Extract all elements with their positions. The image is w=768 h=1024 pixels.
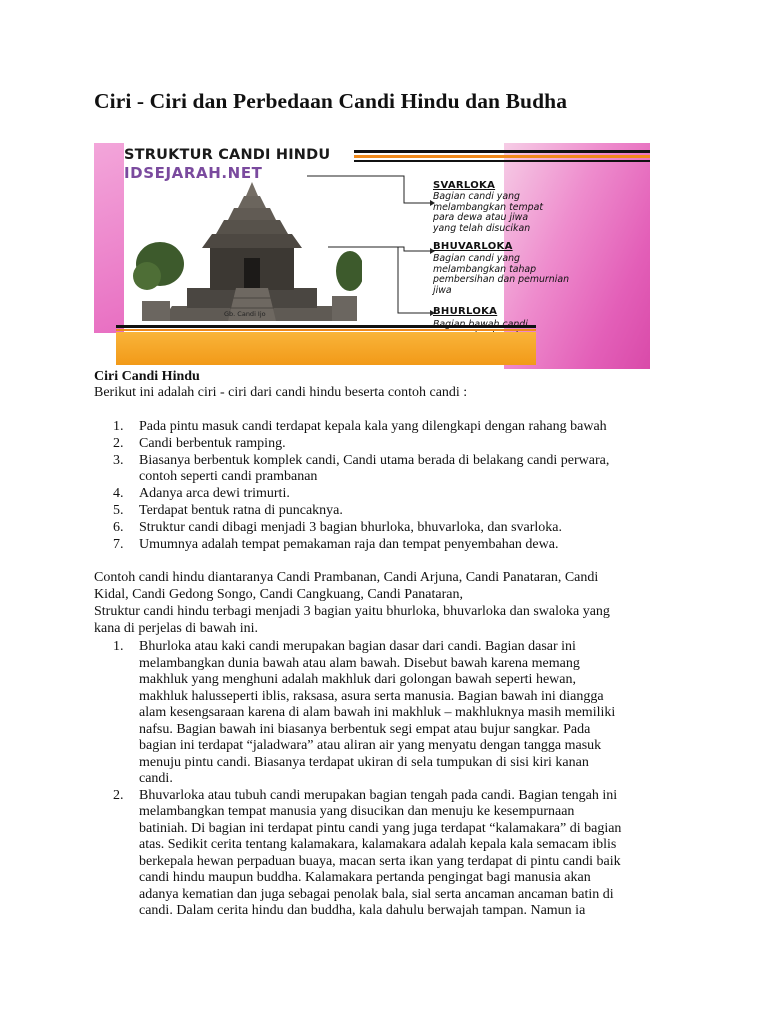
paragraph-line: kana di perjelas di bawah ini. [94, 621, 259, 636]
list-item: 7. Umumnya adalah tempat pemakaman raja dan tempat penyembahan dewa. [113, 536, 559, 552]
page-title: Ciri - Ciri dan Perbedaan Candi Hindu dan Budha [94, 89, 568, 113]
paragraph-line: Contoh candi hindu diantaranya Candi Prambanan, Candi Arjuna, Candi Panataran, Candi [94, 570, 599, 585]
level-heading-bhuvarloka: BHUVARLOKA [433, 241, 513, 252]
temple-structure-list [113, 639, 622, 920]
temple-structure-figure [94, 143, 650, 369]
level-description: Bagian candi yang melambangkan tempat para dewa atau jiwa yang telah disucikan [433, 191, 544, 234]
list-item: 2. Bhuvarloka atau tubuh candi merupakan bagian tengah pada candi. Bagian tengah ini melambangkan tempat manusia yang disucikan dan menuju ke kesempurnaan batiniah. Di bagian ini terdapat pintu candi yang juga terdapat “kalamakara” di bagian atas. Sedikit cerita tentang kalamakara, kalamakara adalah kepala kala semacam iblis berkepala hewan perpaduan buaya, macan serta ikan yang terdapat di pintu candi baik candi hindu maupun buddha. Kalamakara pertanda pengingat bagi manusia akan adanya kematian dan juga sebagai penolak bala, sial serta ancaman ancaman batin di candi. Dalam cerita hindu dan buddha, kala dahulu berwajah tampan. Namun ia [113, 787, 622, 918]
list-item: 1. Bhurloka atau kaki candi merupakan bagian dasar dari candi. Bagian dasar ini melambangkan dunia bawah atau alam bawah. Disebut bawah karena memang makhluk yang menghuni adalah makhluk dari golongan bawah seperti hewan, makhluk halusseperti iblis, raksasa, asura serta manusia. Bagian bawah ini diangga alam kesengsaraan karena di alam bawah ini makhluk – makhluknya masih memiliki nafsu. Bagian bawah ini biasanya berbentuk segi empat atau bujur sangkar. Pada bagian ini terdapat “jaladwara” atau aliran air yang menyatu dengan tangga masuk menuju pintu candi. Biasanya terdapat ukiran di sela tumpukan di sisi kiri kanan candi. [113, 639, 616, 786]
hindu-temple-features-list [113, 419, 610, 553]
figure-heading: STRUKTUR CANDI HINDU [124, 147, 331, 163]
paragraph-line: Kidal, Candi Gedong Songo, Candi Cangkuang, Candi Panataran, [94, 587, 463, 602]
figure-stripe [116, 325, 536, 328]
figure-orange-band [116, 332, 536, 365]
list-item: 1. Pada pintu masuk candi terdapat kepala kala yang dilengkapi dengan rahang bawah [113, 419, 607, 434]
intro-text: Berikut ini adalah ciri - ciri dari candi hindu beserta contoh candi : [94, 385, 468, 400]
level-description: Bagian candi yang melambangkan tahap pembersihan dan pemurnian jiwa [433, 253, 570, 296]
figure-stripe [116, 329, 536, 331]
level-heading-svarloka: SVARLOKA [433, 180, 496, 191]
list-item: 2. Candi berbentuk ramping. [113, 435, 286, 451]
paragraph-line: Struktur candi hindu terbagi menjadi 3 bagian yaitu bhurloka, bhuvarloka dan swaloka yang [94, 604, 610, 619]
figure-caption: Gb. Candi Ijo [224, 310, 266, 318]
level-heading-bhurloka: BHURLOKA [433, 306, 498, 317]
list-item: 5. Terdapat bentuk ratna di puncaknya. [113, 502, 343, 518]
list-item: 3. Biasanya berbentuk komplek candi, Candi utama berada di belakang candi perwara, contoh seperti candi prambanan [113, 452, 610, 485]
list-item: 6. Struktur candi dibagi menjadi 3 bagian bhurloka, bhuvarloka, dan svarloka. [113, 519, 563, 535]
figure-site-label: IDSEJARAH.NET [124, 164, 263, 182]
list-item: 4. Adanya arca dewi trimurti. [113, 486, 290, 502]
section-title: Ciri Candi Hindu [94, 369, 200, 384]
